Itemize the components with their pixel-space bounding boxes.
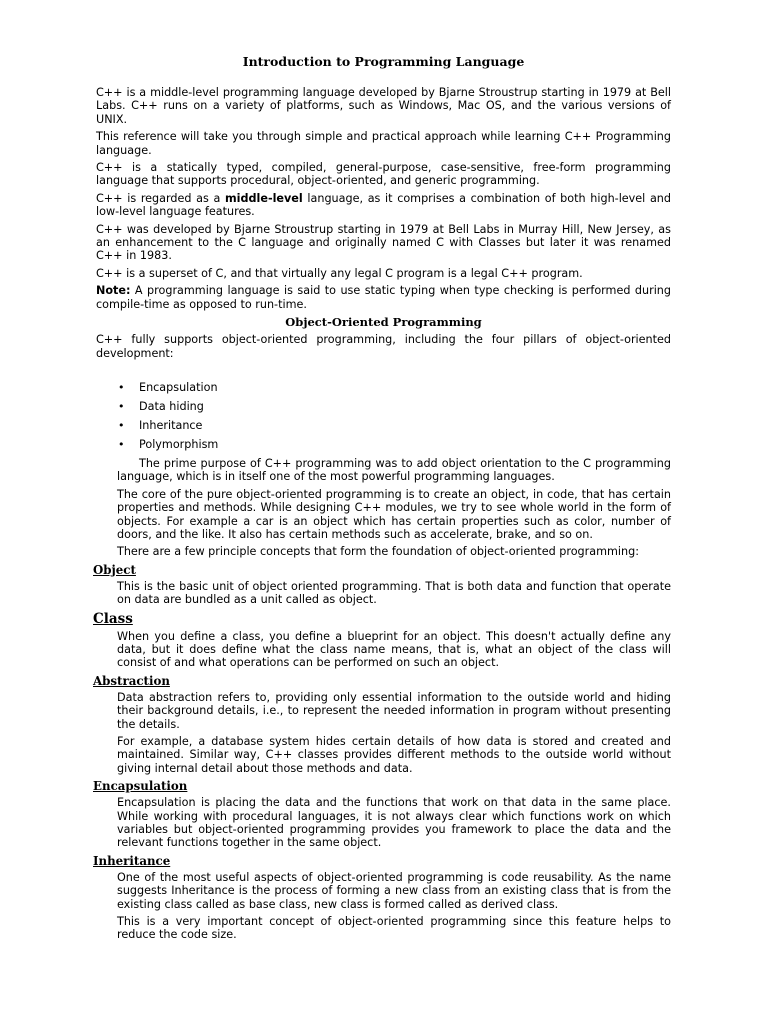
oop-body: [96, 457, 671, 541]
list-item: • Data hiding: [96, 400, 671, 414]
intro-paragraph-6: C++ is a superset of C, and that virtually any legal C program is a legal C++ program.: [96, 266, 583, 280]
encapsulation-heading: Encapsulation: [93, 779, 188, 794]
intro-p4-start: C++ is regarded as a: [96, 191, 226, 205]
encapsulation-text: Encapsulation is placing the data and the functions that work on that data in the same place. While working with procedural languages, it is not always clear which functions work on which variables but object-oriented programming provides you framework to place the data and the relevant functions together in the same object.: [117, 796, 671, 850]
list-item: • Inheritance: [96, 419, 671, 433]
encapsulation-body: [96, 796, 671, 850]
intro-paragraph-1: C++ is a middle-level programming language developed by Bjarne Stroustrup starting in 1979 at Bell Labs. C++ runs on a variety of platforms, such as Windows, Mac OS, and the various versions of UNIX.: [96, 86, 671, 126]
middle-level-emphasis: middle-level: [225, 191, 303, 205]
document-title: Introduction to Programming Language: [242, 54, 525, 69]
abstraction-heading: Abstraction: [93, 673, 170, 688]
list-item: • Encapsulation: [96, 381, 671, 395]
oop-concepts-intro: There are a few principle concepts that form the foundation of object-oriented programming:: [117, 545, 639, 559]
note-text: A programming language is said to use static typing when type checking is performed during compile-time as opposed to run-time.: [96, 284, 671, 311]
oop-heading: Object-Oriented Programming: [285, 315, 482, 330]
abstraction-text-2: For example, a database system hides certain details of how data is stored and created and maintained. Similar way, C++ classes provides different methods to the outside world without giving internal detail about those methods and data.: [117, 735, 671, 775]
class-body: [96, 630, 671, 670]
intro-paragraph-2: This reference will take you through simple and practical approach while learning C++ Programming language.: [96, 130, 671, 157]
class-heading: Class: [93, 610, 133, 627]
pillars-list: [96, 381, 671, 452]
inheritance-heading: Inheritance: [93, 853, 171, 868]
class-text: When you define a class, you define a blueprint for an object. This doesn't actually define any data, but it does define what the class name means, that is, what an object of the class will consist of and what operations can be performed on such an object.: [117, 629, 671, 670]
intro-paragraph-3: C++ is a statically typed, compiled, general-purpose, case-sensitive, free-form programming language that supports procedural, object-oriented, and generic programming.: [96, 161, 671, 188]
list-item: • Polymorphism: [96, 438, 671, 452]
inheritance-text-1: One of the most useful aspects of object-oriented programming is code reusability. As the name suggests Inheritance is the process of forming a new class from an existing class that is from the existing class called as base class, new class is formed called as derived class.: [117, 870, 671, 911]
intro-p4-end: language, as it comprises a combination of both high-level and low-level language features.: [96, 191, 672, 219]
note-label: Note:: [96, 284, 131, 298]
inheritance-body: [96, 871, 671, 942]
object-heading: Object: [93, 562, 136, 577]
intro-paragraph-4: [96, 192, 671, 219]
oop-lead: C++ fully supports object-oriented programming, including the four pillars of object-oriented development:: [96, 333, 671, 360]
note-paragraph: [96, 284, 671, 311]
intro-paragraph-5: C++ was developed by Bjarne Stroustrup starting in 1979 at Bell Labs in Murray Hill, New Jersey, as an enhancement to the C language and originally named C with Classes but later it was renamed C++ in 1983.: [96, 222, 671, 263]
abstraction-text-1: Data abstraction refers to, providing only essential information to the outside world and hiding their background details, i.e., to represent the needed information in program without presenting the details.: [117, 690, 671, 731]
oop-purpose: The prime purpose of C++ programming was to add object orientation to the C programming language, which is in itself one of the most powerful programming languages.: [117, 456, 671, 484]
object-body: [96, 580, 671, 607]
inheritance-text-2: This is a very important concept of object-oriented programming since this feature helps to reduce the code size.: [117, 915, 671, 942]
object-text: This is the basic unit of object oriented programming. That is both data and function that operate on data are bundled as a unit called as object.: [117, 579, 671, 607]
oop-core: The core of the pure object-oriented programming is to create an object, in code, that has certain properties and methods. While designing C++ modules, we try to see whole world in the form of objects. For example a car is an object which has certain properties such as color, number of doors, and the like. It also has certain methods such as accelerate, brake, and so on.: [117, 487, 671, 541]
abstraction-body: [96, 691, 671, 775]
